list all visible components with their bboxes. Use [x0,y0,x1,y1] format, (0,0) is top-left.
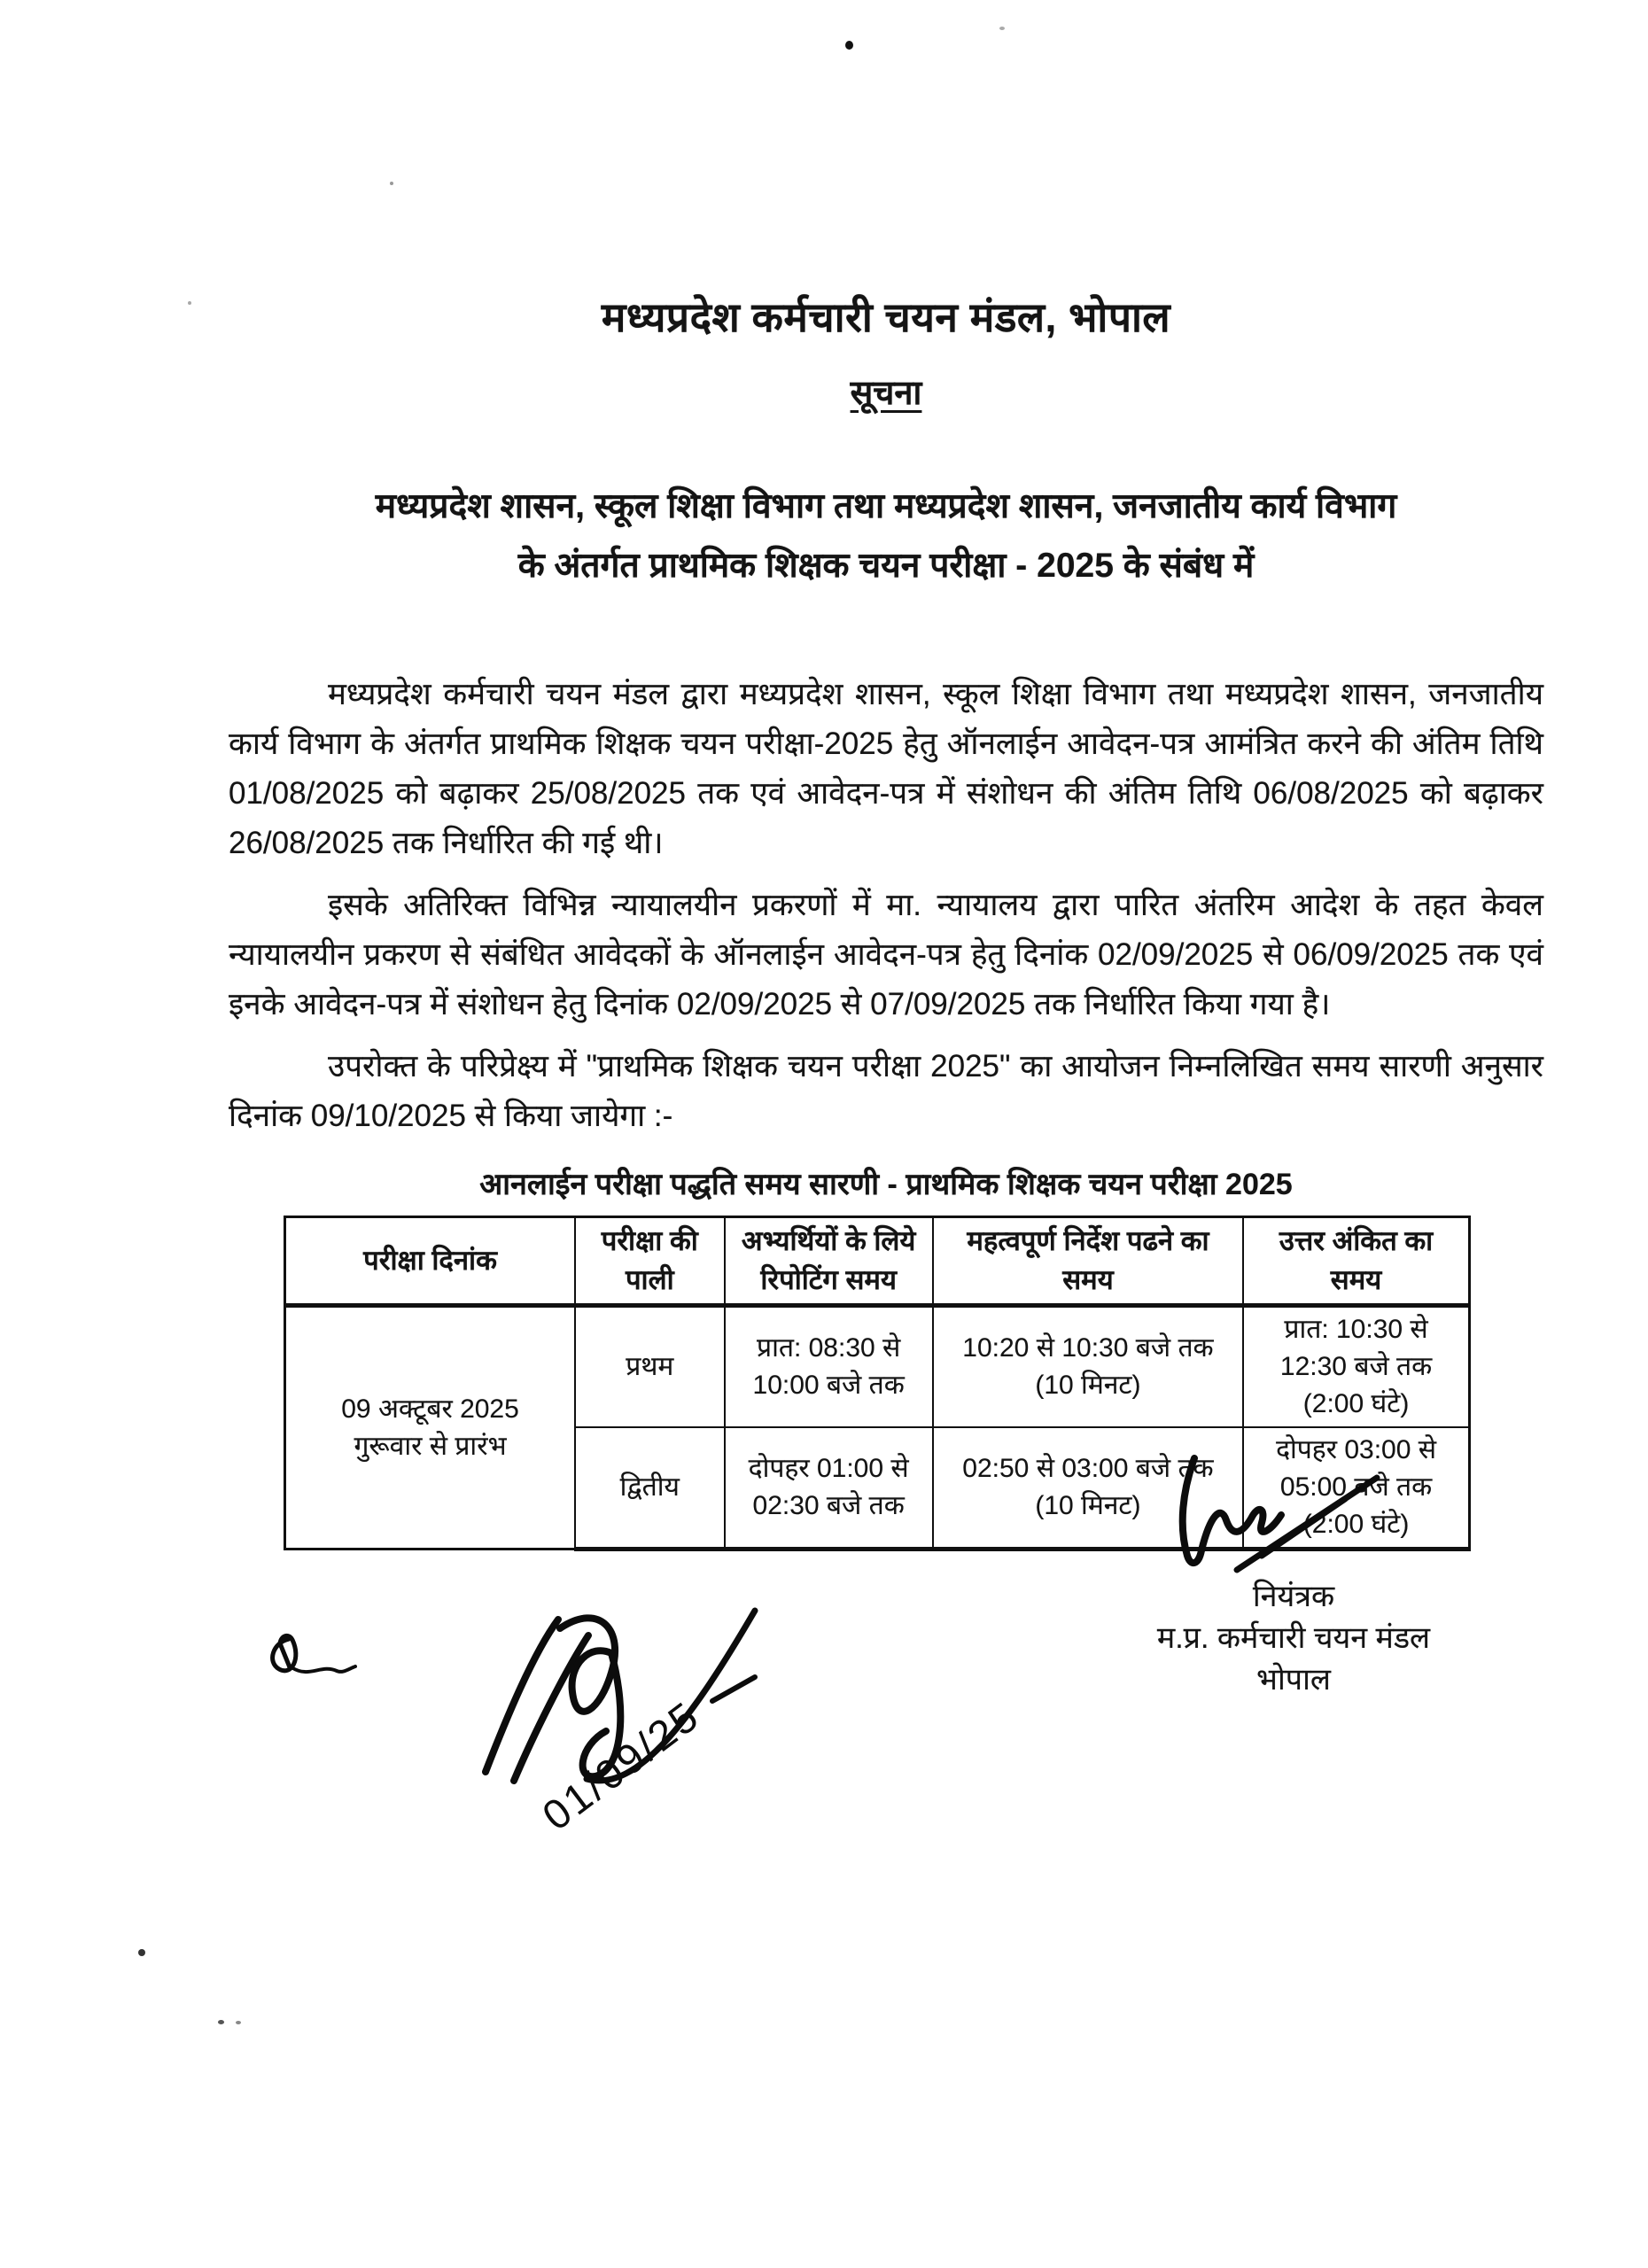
signatory-city: भोपाल [1256,1663,1331,1697]
notice-heading-text: सूचना [850,375,922,412]
controller-signature-icon [1170,1455,1418,1574]
exam-date-cell [285,1306,576,1550]
org-title: मध्यप्रदेश कर्मचारी चयन मंडल, भोपाल [601,294,1171,340]
content-column [229,289,1543,1551]
scan-speck [188,301,191,305]
scan-speck [390,182,393,185]
header-exam-date: परीक्षा दिनांक [285,1217,576,1306]
table-header-row [285,1217,1470,1306]
signatory-designation: नियंत्रक [1252,1580,1335,1613]
signature-block [1090,1455,1497,1701]
exam-date-line2: गुरूवार से प्रारंभ [354,1431,507,1461]
schedule-table-title: आनलाईन परीक्षा पद्धति समय सारणी - प्राथमिक शिक्षक चयन परीक्षा 2025 [479,1168,1293,1201]
shift-1-instructions: 10:20 से 10:30 बजे तक (10 मिनट) [933,1306,1243,1428]
shift-1-answering: प्रात: 10:30 से 12:30 बजे तक (2:00 घंटे) [1243,1306,1469,1428]
scan-speck [218,2020,224,2024]
shift-2-answering: दोपहर 03:00 से 05:00 बजे तक (2:00 घंटे) [1243,1427,1469,1550]
shift-2-reporting: दोपहर 01:00 से 02:30 बजे तक [725,1427,933,1550]
body-paragraphs [229,670,1543,1141]
notice-heading [229,369,1543,415]
header-instruction-time: महत्वपूर्ण निर्देश पढने का समय [933,1217,1243,1306]
shift-2-name: द्वितीय [575,1427,724,1550]
paragraph-2: इसके अतिरिक्त विभिन्न न्यायालयीन प्रकरणों में मा. न्यायालय द्वारा पारित अंतरिम आदेश के तहत केवल न्यायालयीन प्रकरण से संबंधित आवेदकों के ऑनलाईन आवेदन-पत्र हेतु दिनांक 02/09/2025 से 06/09/2025 तक एवं इनके आवेदन-पत्र में संशोधन हेतु दिनांक 02/09/2025 से 07/09/2025 तक निर्धारित किया गया है। [229,888,1543,1021]
shift-1-reporting: प्रात: 08:30 से 10:00 बजे तक [725,1306,933,1428]
table-row-shift-1 [285,1306,1470,1428]
handwritten-date: 01/09/25 [533,1691,709,1839]
subject-heading [229,477,1543,595]
header-reporting-time: अभ्यर्थियों के लिये रिपोटिंग समय [725,1217,933,1306]
signatory-org: म.प्र. कर्मचारी चयन मंडल [1156,1621,1431,1655]
exam-date-line1: 09 अक्टूबर 2025 [341,1394,519,1424]
paragraph-3: उपरोक्त के परिप्रेक्ष्य में "प्राथमिक शिक्षक चयन परीक्षा 2025" का आयोजन निम्नलिखित समय सारणी अनुसार दिनांक 09/10/2025 से किया जायेगा :- [229,1049,1543,1133]
scan-speck [999,27,1005,30]
subject-line-2: के अंतर्गत प्राथमिक शिक्षक चयन परीक्षा - 2025 के संबंध में [517,547,1255,585]
header-exam-shift: परीक्षा की पाली [575,1217,724,1306]
initials-scribble-icon [262,1628,360,1683]
shift-2-instructions: 02:50 से 03:00 बजे तक (10 मिनट) [933,1427,1243,1550]
scan-speck [138,1949,145,1956]
scan-speck [845,41,853,50]
header-answering-time: उत्तर अंकित का समय [1243,1217,1469,1306]
scan-speck [236,2021,241,2024]
paragraph-1: मध्यप्रदेश कर्मचारी चयन मंडल द्वारा मध्यप्रदेश शासन, स्कूल शिक्षा विभाग तथा मध्यप्रदेश शासन, जनजातीय कार्य विभाग के अंतर्गत प्राथमिक शिक्षक चयन परीक्षा-2025 हेतु ऑनलाईन आवेदन-पत्र आमंत्रित करने की अंतिम तिथि 01/08/2025 को बढ़ाकर 25/08/2025 तक एवं आवेदन-पत्र में संशोधन की अंतिम तिथि 06/08/2025 को बढ़ाकर 26/08/2025 तक निर्धारित की गई थी। [229,677,1543,860]
approval-signature-icon [400,1602,773,1850]
shift-1-name: प्रथम [575,1306,724,1428]
subject-line-1: मध्यप्रदेश शासन, स्कूल शिक्षा विभाग तथा मध्यप्रदेश शासन, जनजातीय कार्य विभाग [375,487,1397,525]
